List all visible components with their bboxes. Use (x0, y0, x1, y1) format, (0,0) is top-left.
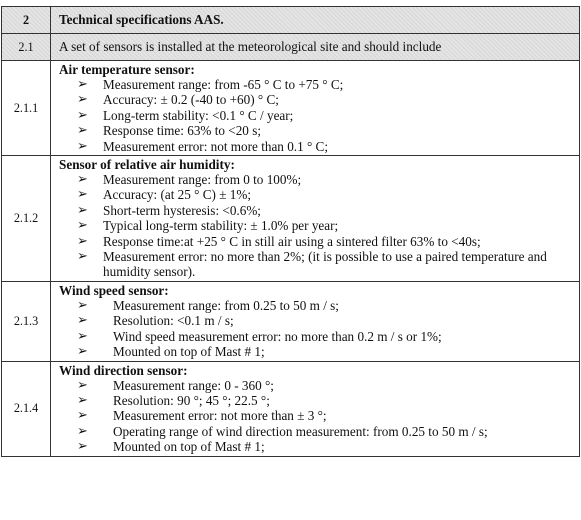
intro-text: A set of sensors is installed at the meteorological site and should include (51, 34, 580, 61)
section-title (59, 156, 575, 172)
arrow-bullet-icon: ➢ (77, 107, 88, 123)
list-item-text: Mounted on top of Mast # 1; (113, 344, 265, 360)
list-item-text: Accuracy: (at 25 ° C) ± 1%; (103, 187, 251, 203)
section-row-air-temperature (2, 61, 580, 156)
list-item-text: Accuracy: ± 0.2 (-40 to +60) ° C; (103, 92, 279, 108)
list-item-text: Measurement range: from 0.25 to 50 m / s; (113, 297, 339, 313)
list-item-text: Short-term hysteresis: <0.6%; (103, 202, 261, 218)
section-row-relative-humidity (2, 156, 580, 282)
intro-number: 2.1 (2, 34, 51, 61)
spec-list (59, 172, 575, 281)
list-item-text: Response time:at +25 ° C in still air using a sintered filter 63% to <40s; (103, 233, 481, 249)
title-colon: : (183, 362, 188, 378)
list-item-text: Wind speed measurement error: no more than 0.2 m / s or 1%; (113, 328, 442, 344)
list-item-text: Measurement error: no more than 2%; (it is possible to use a paired temperature and humidity sensor). (103, 249, 547, 280)
list-item (77, 187, 575, 202)
list-item (77, 393, 575, 408)
arrow-bullet-icon: ➢ (77, 77, 88, 92)
list-item (77, 77, 575, 92)
list-item (77, 108, 575, 123)
list-item (77, 298, 575, 313)
arrow-bullet-icon: ➢ (77, 297, 88, 313)
section-title-text: Wind speed sensor (59, 282, 165, 298)
arrow-bullet-icon: ➢ (77, 344, 88, 360)
section-title-text: Sensor of relative air humidity (59, 157, 231, 173)
list-item (77, 408, 575, 423)
list-item-text: Resolution: 90 °; 45 °; 22.5 °; (113, 392, 270, 408)
list-item (77, 203, 575, 218)
section-cell (51, 61, 580, 156)
list-item (77, 218, 575, 233)
arrow-bullet-icon: ➢ (77, 172, 88, 188)
list-item-text: Measurement range: from -65 ° C to +75 ° C; (103, 77, 344, 92)
section-title (59, 61, 575, 77)
spec-list (59, 378, 575, 456)
list-item-text: Measurement range: from 0 to 100%; (103, 172, 302, 188)
title-colon: : (164, 282, 169, 298)
section-number: 2.1.3 (2, 281, 51, 361)
list-item-text: Measurement range: 0 - 360 °; (113, 377, 274, 393)
section-title (59, 362, 575, 378)
section-cell (51, 281, 580, 361)
title-colon: : (230, 157, 235, 173)
list-item-text: Resolution: <0.1 m / s; (113, 313, 234, 329)
list-item (77, 92, 575, 107)
section-cell (51, 156, 580, 282)
list-item (77, 234, 575, 249)
list-item-text: Operating range of wind direction measurement: from 0.25 to 50 m / s; (113, 423, 488, 439)
table-header-row (2, 7, 580, 34)
header-number: 2 (2, 7, 51, 34)
arrow-bullet-icon: ➢ (77, 187, 88, 203)
arrow-bullet-icon: ➢ (77, 439, 88, 455)
list-item (77, 378, 575, 393)
arrow-bullet-icon: ➢ (77, 328, 88, 344)
arrow-bullet-icon: ➢ (77, 392, 88, 408)
title-colon: : (190, 62, 195, 77)
arrow-bullet-icon: ➢ (77, 423, 88, 439)
arrow-bullet-icon: ➢ (77, 218, 88, 234)
list-item (77, 249, 575, 280)
section-number: 2.1.1 (2, 61, 51, 156)
arrow-bullet-icon: ➢ (77, 313, 88, 329)
spec-list (59, 298, 575, 361)
list-item-text: Long-term stability: <0.1 ° C / year; (103, 107, 294, 123)
section-number: 2.1.2 (2, 156, 51, 282)
section-title (59, 282, 575, 298)
list-item (77, 424, 575, 439)
arrow-bullet-icon: ➢ (77, 202, 88, 218)
intro-row (2, 34, 580, 61)
list-item (77, 172, 575, 187)
arrow-bullet-icon: ➢ (77, 92, 88, 108)
section-title-text: Air temperature sensor (59, 62, 191, 77)
list-item (77, 344, 575, 359)
list-item (77, 313, 575, 328)
arrow-bullet-icon: ➢ (77, 377, 88, 393)
section-row-wind-direction (2, 361, 580, 456)
list-item-text: Measurement error: not more than 0.1 ° C; (103, 138, 329, 154)
list-item-text: Mounted on top of Mast # 1; (113, 439, 265, 455)
list-item (77, 139, 575, 154)
list-item-text: Response time: 63% to <20 s; (103, 123, 261, 139)
section-row-wind-speed (2, 281, 580, 361)
spec-table (1, 6, 580, 457)
arrow-bullet-icon: ➢ (77, 408, 88, 424)
header-title: Technical specifications AAS. (51, 7, 580, 34)
list-item (77, 123, 575, 138)
arrow-bullet-icon: ➢ (77, 233, 88, 249)
section-title-text: Wind direction sensor (59, 362, 184, 378)
spec-list (59, 77, 575, 155)
list-item-text: Measurement error: not more than ± 3 °; (113, 408, 327, 424)
list-item (77, 329, 575, 344)
list-item-text: Typical long-term stability: ± 1.0% per year; (103, 218, 339, 234)
list-item (77, 439, 575, 454)
arrow-bullet-icon: ➢ (77, 138, 88, 154)
section-number: 2.1.4 (2, 361, 51, 456)
section-cell (51, 361, 580, 456)
arrow-bullet-icon: ➢ (77, 249, 88, 265)
arrow-bullet-icon: ➢ (77, 123, 88, 139)
